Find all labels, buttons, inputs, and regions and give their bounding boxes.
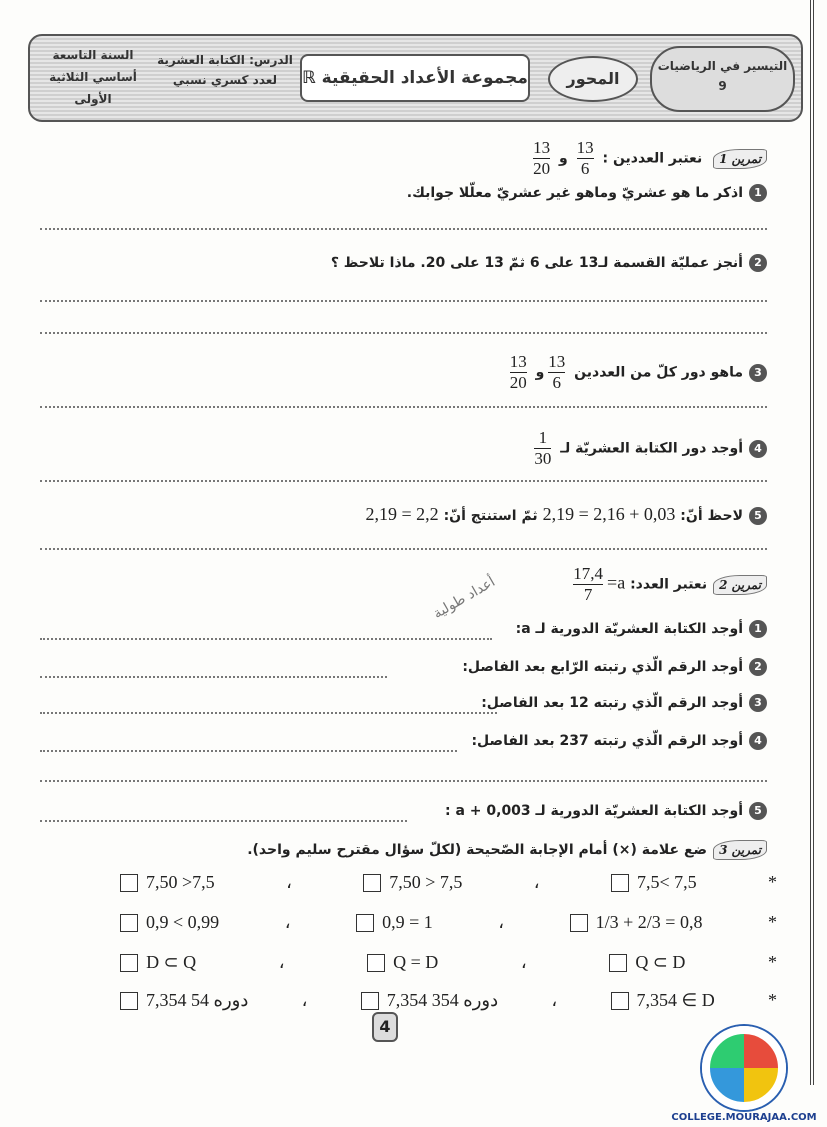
separator: ،	[278, 952, 285, 972]
ex1-intro	[529, 138, 767, 179]
choice-text: Q = D	[393, 952, 439, 972]
ex1-q1: 1اذكر ما هو عشريّ وماهو غير عشريّ معلّلا جوابك.	[407, 184, 767, 202]
choice-option	[120, 952, 196, 973]
checkbox[interactable]	[120, 954, 138, 972]
choice-text: 7,5< 7,5	[636, 872, 697, 892]
choice-option	[120, 872, 215, 893]
checkbox[interactable]	[570, 914, 588, 932]
separator: ،	[551, 990, 558, 1010]
answer-line[interactable]	[40, 228, 767, 230]
header-lesson: الدرس: الكتابة العشرية لعدد كسري نسبي	[157, 53, 293, 87]
exercise-badge: تمرين 2	[713, 575, 767, 595]
ex2-q2: 2أوجد الرقم الّذي رتبته الرّابع بعد الفاصل:	[462, 658, 767, 676]
header-book: التيسير في الرياضيات 9	[650, 46, 795, 112]
ex2-q1: 1أوجد الكتابة العشريّة الدورية لـ a:	[516, 620, 767, 638]
answer-line[interactable]	[40, 820, 407, 822]
checkbox[interactable]	[363, 874, 381, 892]
choice-text: 7,50 > 7,5	[389, 872, 463, 892]
choice-text: 7,50 >7,5	[146, 872, 215, 892]
page-number: 4	[372, 1012, 398, 1042]
choice-text: D ⊂ Q	[146, 952, 197, 972]
exercise-badge: تمرين 3	[713, 840, 767, 860]
ex2-q4: 4أوجد الرقم الّذي رتبته 237 بعد الفاصل:	[471, 732, 767, 750]
answer-line[interactable]	[40, 332, 767, 334]
answer-line[interactable]	[40, 712, 497, 714]
fraction: $\frac{13}{20}$	[533, 138, 551, 178]
choice-text: 1/3 + 2/3 = 0,8	[595, 912, 703, 932]
ex2-q5: 5أوجد الكتابة العشريّة الدورية لـ a + 0,003 :	[445, 802, 767, 820]
choice-text: 7,354 ∈ D	[636, 990, 715, 1010]
bullet-star: *	[768, 872, 777, 892]
choice-text: 7,354 دوره 54	[146, 990, 249, 1010]
separator: ،	[498, 912, 505, 932]
answer-line[interactable]	[40, 780, 767, 782]
fraction: $\frac{13}{6}$	[576, 138, 594, 178]
ex1-intro-text: نعتبر العددين :	[602, 150, 703, 167]
checkbox[interactable]	[120, 992, 138, 1010]
ex2-q3: 3أوجد الرقم الّذي رتبته 12 بعد الفاصل:	[481, 694, 767, 712]
checkbox[interactable]	[609, 954, 627, 972]
separator: ،	[520, 952, 527, 972]
separator: ،	[284, 912, 291, 932]
choice-row	[120, 912, 777, 933]
checkbox[interactable]	[611, 992, 629, 1010]
answer-line[interactable]	[40, 750, 457, 752]
ex3-intro: تمرين 3ضع علامة (×) أمام الإجابة الصّحيحة (لكلّ سؤال مقترح سليم واحد).	[247, 840, 767, 860]
choice-option	[120, 912, 219, 933]
header-axis: المحور	[548, 56, 638, 102]
bullet-star: *	[768, 912, 777, 932]
answer-line[interactable]	[40, 676, 387, 678]
separator: ،	[286, 872, 292, 892]
ex1-q5: 5لاحظ أنّ: 2,19 = 2,16 + 0,03 ثمّ استنتج أنّ: 2,19 = 2,2	[366, 504, 767, 525]
bullet-star: *	[768, 990, 777, 1010]
separator: ،	[301, 990, 308, 1010]
choice-text: 0,9 = 1	[382, 912, 433, 932]
header-banner	[28, 34, 803, 122]
choice-row	[120, 872, 777, 893]
ex1-q2: 2أنجز عمليّة القسمة لـ13 على 6 ثمّ 13 على 20. ماذا تلاحظ ؟	[331, 254, 767, 272]
choice-option	[367, 952, 438, 973]
checkbox[interactable]	[367, 954, 385, 972]
answer-line[interactable]	[40, 480, 767, 482]
ex1-q3: 3ماهو دور كلّ من العددين $\frac{13}{6}$ و $\frac{13}{20}$	[506, 352, 767, 393]
choice-option	[611, 990, 715, 1011]
choice-option	[361, 990, 498, 1011]
bullet-star: *	[768, 952, 777, 972]
ex2-intro: تمرين 2نعتبر العدد: a= $\frac{17,4}{7}$	[569, 564, 767, 605]
choice-row	[120, 990, 777, 1011]
choice-option	[120, 990, 248, 1011]
answer-line[interactable]	[40, 300, 767, 302]
header-year: السنة التاسعة أساسي الثلاثية الأولى	[49, 48, 137, 106]
site-url: COLLEGE.MOURAJAA.COM	[671, 1112, 817, 1123]
checkbox[interactable]	[120, 874, 138, 892]
choice-text: Q ⊂ D	[635, 952, 686, 972]
choice-option	[611, 872, 697, 893]
handwritten-note: أعداد طولية	[430, 573, 498, 623]
site-logo[interactable]	[664, 1010, 824, 1125]
header-title: مجموعة الأعداد الحقيقية ℝ	[300, 54, 530, 102]
page-border	[810, 0, 814, 1085]
answer-line[interactable]	[40, 548, 767, 550]
and-word: و	[559, 150, 568, 167]
checkbox[interactable]	[361, 992, 379, 1010]
choice-option	[609, 952, 685, 973]
answer-line[interactable]	[40, 406, 767, 408]
exercise-badge: تمرين 1	[713, 149, 767, 169]
checkbox[interactable]	[356, 914, 374, 932]
answer-line[interactable]	[40, 638, 492, 640]
checkbox[interactable]	[120, 914, 138, 932]
choice-option	[363, 872, 462, 893]
choice-text: 0,9 < 0,99	[146, 912, 220, 932]
ex1-q4: 4أوجد دور الكتابة العشريّة لـ $\frac{1}{30}$	[530, 428, 767, 469]
choice-option	[356, 912, 433, 933]
choice-row	[120, 952, 777, 973]
choice-option	[570, 912, 703, 933]
separator: ،	[533, 872, 540, 892]
choice-text: 7,354 دوره 354	[386, 990, 499, 1010]
checkbox[interactable]	[611, 874, 629, 892]
logo-icon	[702, 1026, 786, 1110]
